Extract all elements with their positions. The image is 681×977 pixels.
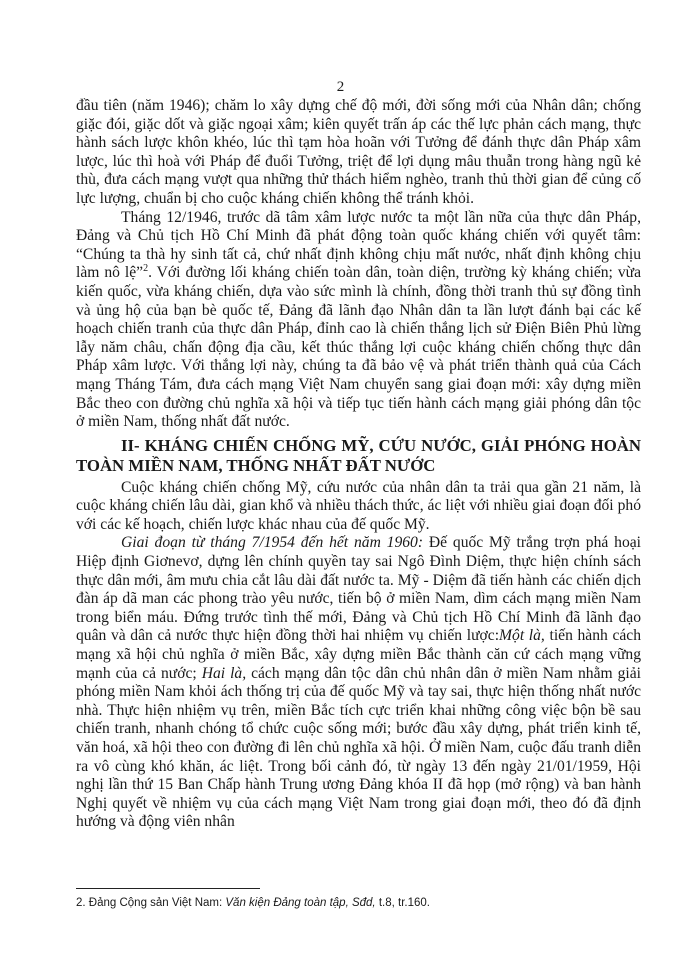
footnote-ref-2: 2	[143, 263, 149, 275]
footnote-source: 2. Đảng Cộng sản Việt Nam:	[76, 897, 226, 909]
period-lead: Giai đoạn từ tháng 7/1954 đến hết năm 1960:	[121, 534, 424, 552]
footnote-title: Văn kiện Đảng toàn tập, Sđd,	[225, 897, 376, 909]
paragraph-1954-1960	[76, 534, 641, 832]
paragraph-1954-text-a: Đế quốc Mỹ trắng trợn phá hoại Hiệp định Giơnevơ, dựng lên chính quyền tay sai Ngô Đình Diệm, thực hiện chính sách thực dân mới, âm mưu chia cắt lâu dài đất nước ta. Mỹ - Diệm đã tiến hành các chiến dịch đàn áp dã man các phong trào yêu nước, tiến bộ ở miền Nam, dìm cách mạng miền Nam trong biển máu. Đứng trước tình thế mới, Đảng và Chủ tịch Hồ Chí Minh đã lãnh đạo quân và dân cả nước thực hiện đồng thời hai nhiệm vụ chiến lược:	[76, 534, 641, 645]
paragraph-1954-text-b: tiến hành cách mạng xã hội chủ nghĩa ở miền Bắc, xây dựng miền Bắc thành căn cứ cách mạng vững mạnh của cả nước;	[76, 627, 642, 682]
paragraph-overview: Cuộc kháng chiến chống Mỹ, cứu nước của nhân dân ta trải qua gần 21 năm, là cuộc kháng chiến lâu dài, gian khổ và nhiều thách thức, ác liệt với nhiều giai đoạn đối phó với các kế hoạch, chiến lược khác nhau của đế quốc Mỹ.	[76, 478, 641, 533]
paragraph-continuation: đầu tiên (năm 1946); chăm lo xây dựng chế độ mới, đời sống mới của Nhân dân; chống giặc đói, giặc dốt và giặc ngoại xâm; kiên quyết trấn áp các thế lực phản cách mạng, thực hành sách lược khôn khéo, lúc thì tạm hòa hoãn với Tưởng để đánh thực dân Pháp xâm lược, lúc thì hoà với Pháp để đuổi Tưởng, triệt để lợi dụng mâu thuẫn trong hàng ngũ kẻ thù, đưa cách mạng vượt qua những thử thách hiểm nghèo, tranh thủ thời gian để củng cố lực lượng, chuẩn bị cho cuộc kháng chiến không thể tránh khỏi.	[76, 97, 641, 207]
paragraph-1946-text-a: Tháng 12/1946, trước dã tâm xâm lược nước ta một lần nữa của thực dân Pháp, Đảng và Chủ tịch Hồ Chí Minh đã phát động toàn quốc kháng chiến với quyết tâm: “Chúng ta thà hy sinh tất cả, chứ nhất định không chịu mất nước, nhất định không chịu làm nô lệ”	[76, 208, 641, 282]
task-two-label: Hai là,	[201, 664, 247, 682]
section-heading-ii: II- KHÁNG CHIẾN CHỐNG MỸ, CỨU NƯỚC, GIẢI PHÓNG HOÀN TOÀN MIỀN NAM, THỐNG NHẤT ĐẤT NƯỚC	[76, 435, 641, 475]
footnote-divider	[76, 888, 260, 889]
paragraph-1946	[76, 209, 641, 432]
paragraph-1946-text-b: . Với đường lối kháng chiến toàn dân, toàn diện, trường kỳ kháng chiến; vừa kiến quốc, vừa kháng chiến, dựa vào sức mình là chính, đồng thời tranh thủ sự đồng tình và ủng hộ của bạn bè quốc tế, Đảng đã lãnh đạo Nhân dân ta lần lượt đánh bại các kế hoạch chiến tranh của thực dân Pháp, đỉnh cao là chiến thắng lịch sử Điện Biên Phủ lừng lẫy năm châu, chấn động địa cầu, kết thúc thắng lợi cuộc kháng chiến chống thực dân Pháp xâm lược. Với thắng lợi này, chúng ta đã bảo vệ và phát triển thành quả của Cách mạng Tháng Tám, đưa cách mạng Việt Nam chuyển sang giai đoạn mới: xây dựng miền Bắc theo con đường chủ nghĩa xã hội và tiếp tục tiến hành cách mạng giải phóng dân tộc ở miền Nam, thống nhất đất nước.	[76, 264, 642, 431]
footnote-ref: t.8, tr.160.	[375, 897, 430, 909]
footnote	[76, 896, 641, 910]
task-one-label: Một là,	[499, 627, 545, 645]
paragraph-1954-text-c: cách mạng dân tộc dân chủ nhân dân ở miền Nam nhằm giải phóng miền Nam khỏi ách thống trị của đế quốc Mỹ và tay sai, thực hiện thống nhất nước nhà. Thực hiện nhiệm vụ trên, miền Bắc tích cực triển khai những công việc bộn bề sau chiến tranh, nhanh chóng tổ chức cuộc sống mới; bước đầu xây dựng, phát triển kinh tế, văn hoá, xã hội theo con đường đi lên chủ nghĩa xã hội. Ở miền Nam, cuộc đấu tranh diễn ra vô cùng khó khăn, ác liệt. Trong bối cảnh đó, từ ngày 13 đến ngày 21/01/1959, Hội nghị lần thứ 15 Ban Chấp hành Trung ương Đảng khóa II đã họp (mở rộng) và ban hành Nghị quyết về nhiệm vụ của cách mạng Việt Nam trong giai đoạn mới, theo đó đã định hướng và động viên nhân	[76, 664, 641, 831]
page-number: 2	[336, 79, 345, 95]
document-body	[76, 97, 641, 832]
